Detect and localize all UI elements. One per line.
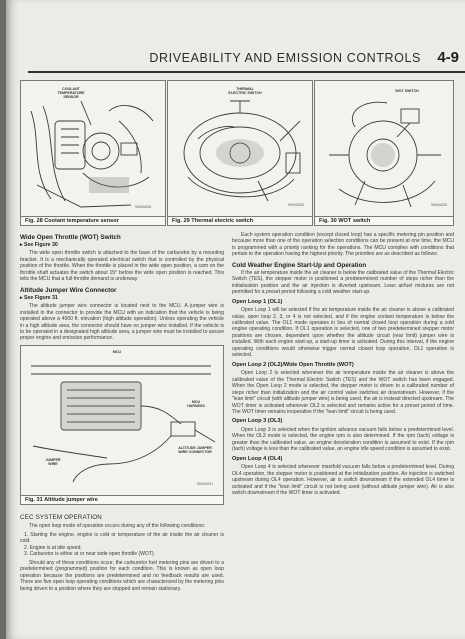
paragraph: Open Loop 2 is selected whenever the air temperature inside the air cleaner is above the calibrated value of the Thermal Electric Switch (TES) and the WOT switch has been engaged. When the Open Loop 2 mode is selected, the stepper motor is driven to a calibrated number of steps richer than initialization and the air control valve switches air downstream. However, if the "lean limit" circuit (with altitude jumper wire) is being used, the air is instead directed upstream. The WOT timer is activated whenever OL2 is selected and remains active for a preset period of time. The WOT timer remains inoperative if the "lean limit" circuit is being used. [232, 370, 454, 415]
cold-weather-heading: Cold Weather Engine Start-Up and Operation [232, 261, 367, 269]
figure-caption: Fig. 30 WOT switch [315, 216, 453, 225]
paragraph: The altitude jumper wire connector is located next to the MCU. A jumper wire is installed in the connector to provide the MCU with an indication that the vehicle is being operated above a 4000 ft. elevation (high altitude operation). Unless operating the vehicle in a high altitude area, the connector should have no jumper wire installed. If the vehicle is to be operated in a designated high altitude area, a jumper wire must be installed to assure proper engine and emission performance. [20, 303, 224, 342]
paragraph: If the air temperature inside the air cleaner is below the calibrated value of the Thermal Electric Switch (TES), the stepper motor is positioned a predetermined number of steps richer than the initialization position and the air injection is diverted upstream. Lean airfuel mixtures are not permitted for a preset period following a cold weather start-up. [232, 269, 454, 296]
section-title: DRIVEABILITY AND EMISSION CONTROLS [149, 51, 421, 65]
mcu-label: MCU [112, 350, 122, 354]
figure-28 [20, 80, 166, 226]
page-number: 4-9 [437, 49, 459, 66]
wot-switch-heading: Wide Open Throttle (WOT) Switch [20, 234, 121, 241]
figure-code: 90944G28 [135, 205, 151, 209]
manual-page [6, 0, 465, 639]
mcu-harness-label: MCU HARNESS [187, 400, 205, 409]
open-loop-1-heading: Open Loop 1 (OL1) [232, 298, 283, 305]
paragraph: The open loop mode of operation occurs during any of the following conditions: [29, 523, 206, 530]
header-rule [28, 71, 465, 73]
see-figure-30-link[interactable]: ▸ See Figure 30 [20, 242, 58, 248]
figure-30 [314, 80, 454, 226]
open-loop-4-heading: Open Loop 4 (OL4) [232, 455, 283, 462]
wot-switch-label: WOT SWITCH [395, 89, 419, 93]
open-loop-2-heading: Open Loop 2 (OL2)/Wide Open Throttle (WOT) [232, 361, 354, 368]
figure-code: 90944G29 [288, 203, 304, 207]
altitude-connector-heading: Altitude Jumper Wire Connector [20, 286, 117, 294]
altitude-connector-label: ALTITUDE JUMPER WIRE CONNECTOR [178, 446, 212, 455]
figure-caption: Fig. 31 Altitude jumper wire [21, 495, 223, 504]
list-item: 3. Carburetor is either at or near wide open throttle (WOT). [24, 551, 155, 558]
paragraph: Open Loop 3 is selected when the ignition advance vacuum falls below a predetermined level. When the OL3 mode is selected, the engine rpm is also determined. If the rpm (tach) voltage is greater than the calibrated value, an engine deceleration condition is assumed to exist. If the rpm (tach) voltage is less than the calibrated value, an engine idle speed condition is assumed to exist. [232, 426, 454, 453]
figure-caption: Fig. 29 Thermal electric switch [168, 216, 312, 225]
jumper-wire-label: JUMPER WIRE [45, 458, 61, 467]
left-column-top [20, 230, 224, 344]
list-item: 1. Starting the engine, engine is cold or temperature of the air inside the air cleaner is cold. [20, 531, 224, 545]
page-header [28, 49, 465, 73]
left-column-bottom [20, 510, 224, 594]
figure-31 [20, 345, 224, 505]
see-figure-31-link[interactable]: ▸ See Figure 31 [20, 294, 58, 301]
paragraph: Open Loop 1 will be selected if the air temperature inside the air cleaner is above a calibrated value, open loop 2, 3, or 4 is not selected, and if the engine coolant temperature is below the calibrated value. The OL1 mode operates in lieu of normal closed loop operation during a cold engine operating condition. If OL1 operation is selected, one of two predetermined stepper motor positions are chosen, dependent upon whether the altitude circuit (rear limit) jumper wire is installed. With each engine start-up, a start-up timer is activated. During this interval, if the engine operating conditions would otherwise trigger normal closed loop operation, OL1 operation is selected. [232, 307, 454, 359]
list-item: 2. Engine is at idle speed. [24, 544, 82, 551]
paragraph: Should any of these conditions occur, the carburetor fuel metering pins are driven to a predetermined (programmed) position for each condition. This is known as open loop operation because the positions are predetermined and no feedback results are used. There are five open loop operating conditions which are characterized by the metering pins being driven to a position where they are stopped and remain stationary. [20, 559, 224, 592]
figure-caption: Fig. 28 Coolant temperature sensor [21, 216, 165, 225]
paragraph: Open Loop 4 is selected whenever manifold vacuum falls below a predetermined level. During OL4 operation, the stepper motor is positioned at the initialization position. Air injection is switched upstream during OL4 operation. However, air is switch downstream if the extended OL4 timer is activated and if the "lean limit" circuit is not being used (without altitude jumper wire). Air is also switch downstream if the WOT timer is activated. [232, 464, 454, 497]
altitude-jumper-drawing [21, 346, 224, 505]
right-column [232, 232, 454, 499]
cec-operation-heading: CEC SYSTEM OPERATION [20, 514, 102, 521]
open-loop-3-heading: Open Loop 3 (OL3) [232, 418, 283, 425]
figure-code: 90944G31 [197, 482, 213, 486]
paragraph: Each system operation condition (except closed loop) has a specific metering pin position and because more than one of the operation selection conditions can be present at one time, the MCU is programmed with a priority ranking for the operations. The MCU complies with conditions that pertain to the operation having the highest priority. The priorities are as described as follows: [232, 232, 454, 258]
figure-code: 90944G30 [431, 203, 447, 207]
figure-29 [167, 80, 313, 226]
paragraph: The wide open throttle switch is attached to the base of the carburetor by a mounting bracket. It is a mechanically operated electrical switch that is controlled by the physical position of the throttle. When the throttle is placed in the wide open position, a cam on the throttle shaft actuates the switch about 15° before the wide open position is reached. This tells the MCU that a full-throttle demand is underway. [20, 250, 224, 283]
thermal-switch-label: THERMAL ELECTRIC SWITCH [228, 87, 262, 96]
coolant-sensor-label: COOLANT TEMPERATURE SENSOR [57, 87, 85, 100]
condition-list [20, 532, 224, 558]
